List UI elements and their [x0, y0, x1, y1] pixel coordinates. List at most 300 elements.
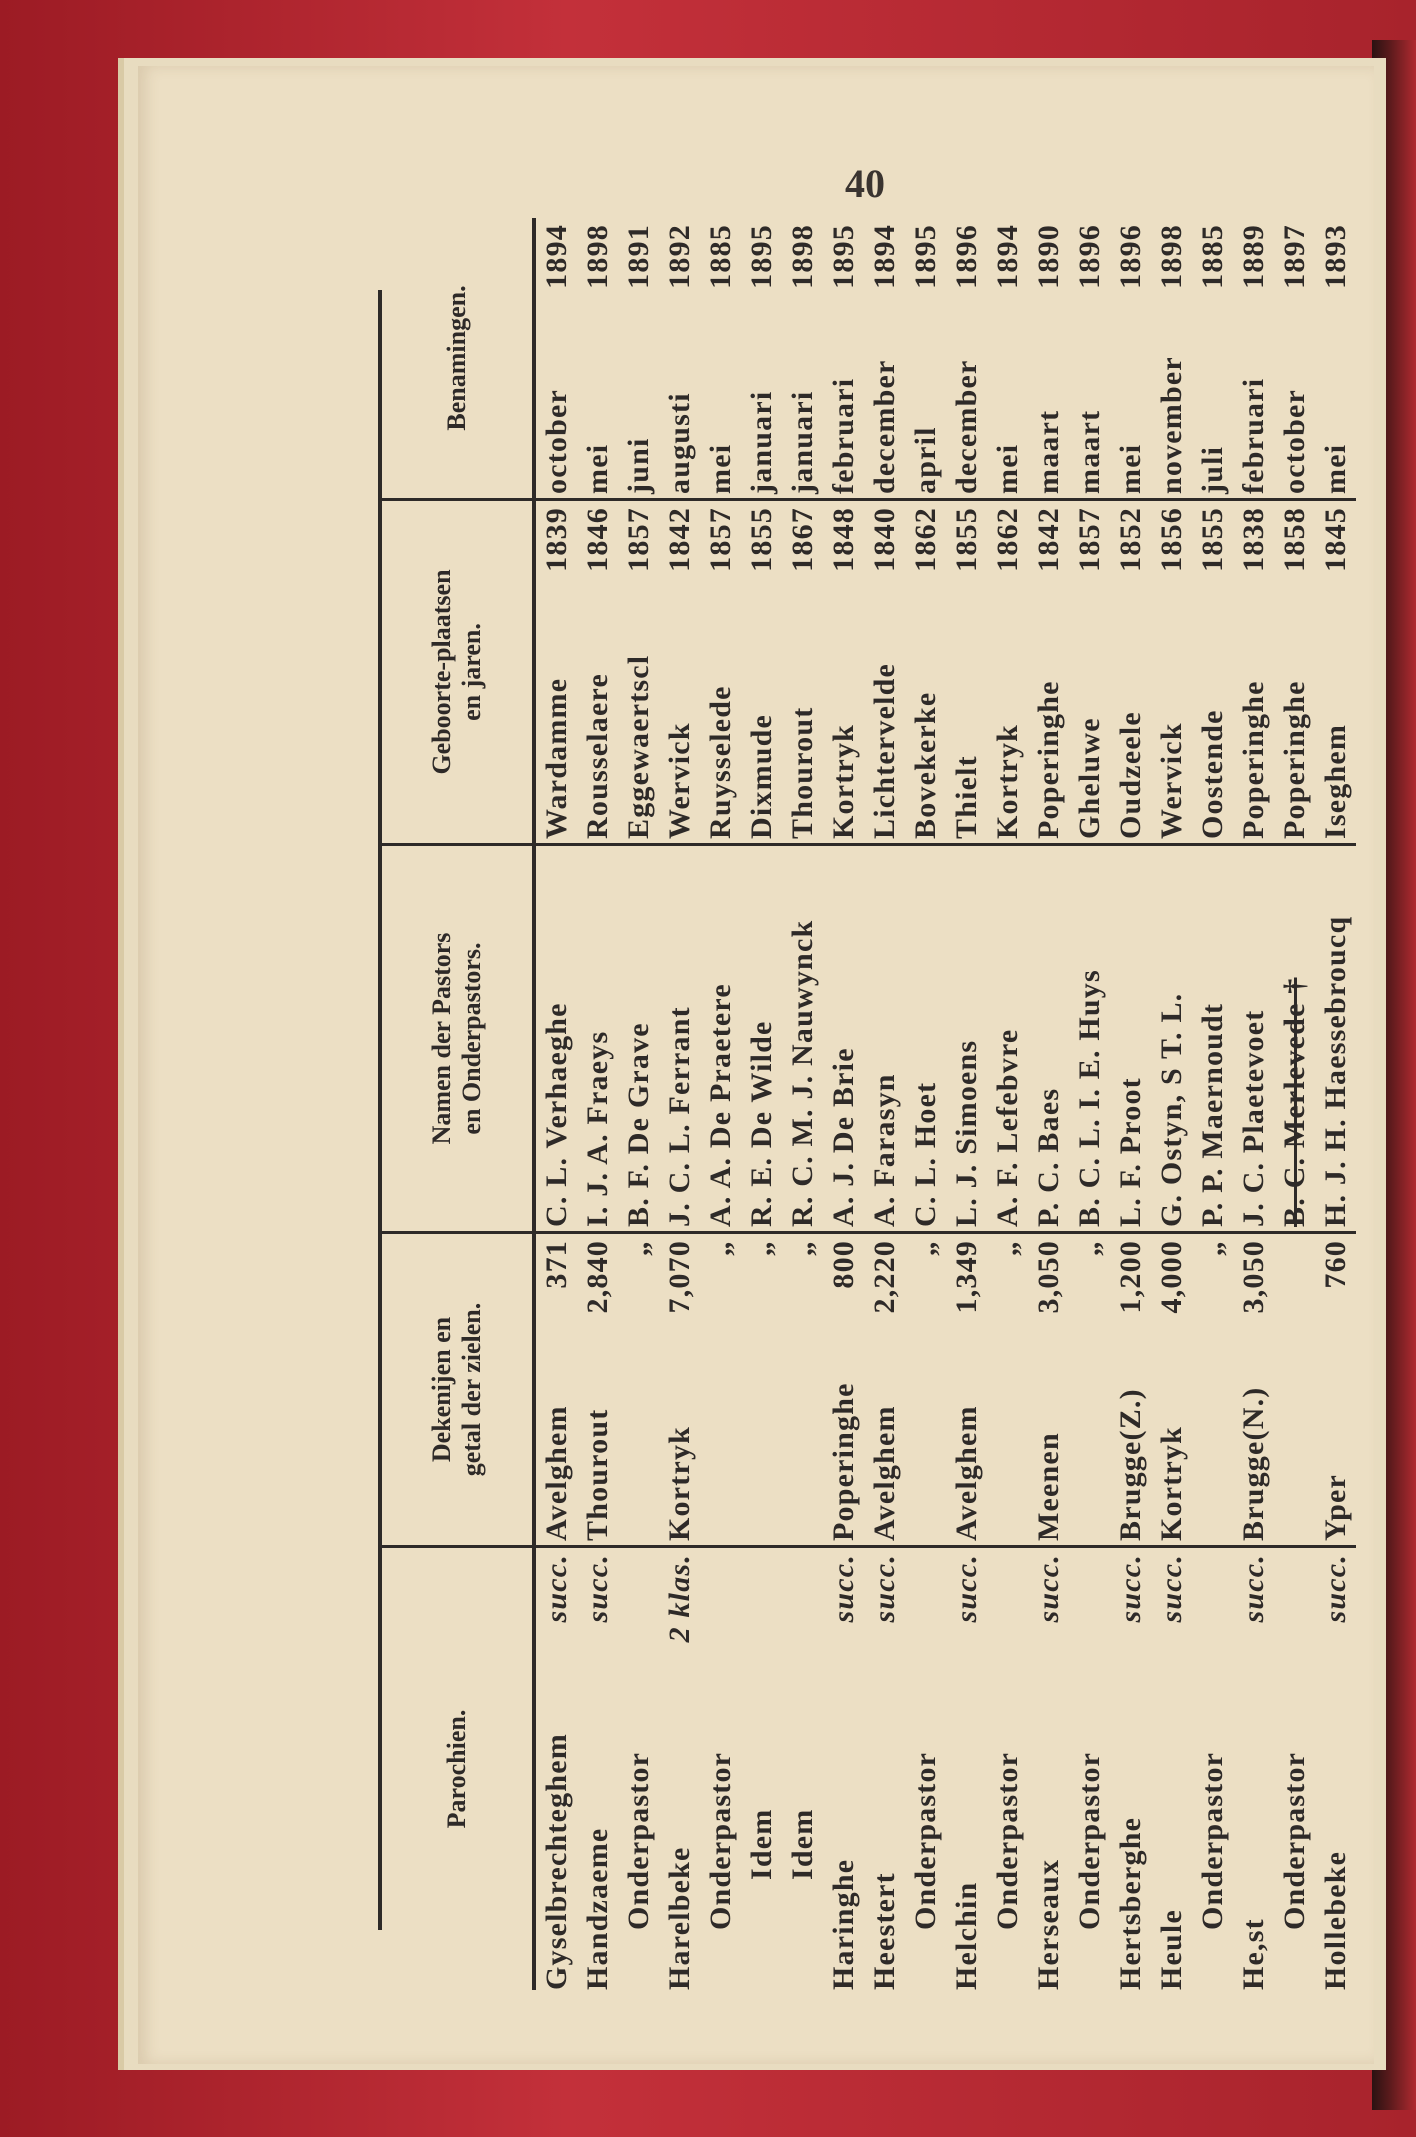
- parish-table: [382, 218, 1357, 1990]
- appointment-cell: [1192, 218, 1233, 501]
- birth-year: 1862: [909, 507, 942, 572]
- souls-count: 3,050: [1237, 1240, 1270, 1314]
- table-body: [536, 218, 1356, 1990]
- parish-class: [1069, 1548, 1110, 1554]
- table-row: [1315, 218, 1356, 1990]
- parish-class: [1274, 1548, 1315, 1554]
- parish-name: Hertsberghe: [1114, 1816, 1147, 1990]
- birth-year: 1842: [1032, 507, 1065, 572]
- table-row: [1151, 218, 1192, 1990]
- pastor-cell: [659, 846, 700, 1234]
- pastor-name: J. C. Plaetevoet: [1237, 1009, 1270, 1227]
- appointment-year: 1895: [745, 224, 778, 289]
- pastor-name: B. F. De Grave: [622, 1022, 655, 1227]
- parish-cell: [864, 1548, 905, 1990]
- appointment-month: mei: [581, 443, 614, 494]
- birthplace: Ruysselede: [704, 685, 737, 839]
- deanery-name: Poperinghe: [827, 1382, 860, 1541]
- pastor-name: R. C. M. J. Nauwynck: [786, 919, 819, 1227]
- pastor-name: B. C. L. I. E. Huys: [1073, 969, 1106, 1227]
- pastor-name: A. A. De Praetere: [704, 983, 737, 1227]
- deanery-cell: [1028, 1234, 1069, 1548]
- deanery-cell: [1069, 1234, 1110, 1548]
- appointment-cell: [1315, 218, 1356, 501]
- deanery-name: Meenen: [1032, 1432, 1065, 1541]
- deanery-cell: [700, 1234, 741, 1548]
- birth-cell: [618, 501, 659, 846]
- birth-year: 1857: [704, 507, 737, 572]
- birth-year: 1852: [1114, 507, 1147, 572]
- appointment-cell: [741, 218, 782, 501]
- birth-cell: [1192, 501, 1233, 846]
- parish-cell: [1069, 1548, 1110, 1990]
- parish-class: succ.: [1114, 1554, 1147, 1623]
- appointment-year: 1885: [1196, 224, 1229, 289]
- birth-cell: [536, 501, 577, 846]
- parish-cell: [905, 1548, 946, 1990]
- appointment-cell: [782, 218, 823, 501]
- souls-count: [1274, 1234, 1315, 1240]
- page-number: 40: [845, 161, 885, 206]
- souls-count: „: [1196, 1240, 1229, 1257]
- souls-count: „: [622, 1240, 655, 1257]
- appointment-cell: [618, 218, 659, 501]
- birth-cell: [1233, 501, 1274, 846]
- birth-cell: [782, 501, 823, 846]
- table-row: [1069, 218, 1110, 1990]
- birth-year: 1862: [991, 507, 1024, 572]
- table-row: [618, 218, 659, 1990]
- pastor-name: L. F. Proot: [1114, 1077, 1147, 1227]
- birthplace: Wervick: [1155, 722, 1188, 839]
- pastor-cell: [946, 846, 987, 1234]
- pastor-name: A. J. De Brie: [827, 1047, 860, 1227]
- deanery-cell: [536, 1234, 577, 1548]
- appointment-year: 1898: [1155, 224, 1188, 289]
- appointment-year: 1885: [704, 224, 737, 289]
- pastor-cell: [1151, 846, 1192, 1234]
- pastor-cell: [1274, 846, 1315, 1234]
- birth-cell: [700, 501, 741, 846]
- appointment-year: 1894: [540, 224, 573, 289]
- appointment-month: juli: [1196, 445, 1229, 494]
- souls-count: 1,349: [950, 1240, 983, 1314]
- pastor-cell: [1315, 846, 1356, 1234]
- birthplace: Rousselaere: [581, 673, 614, 839]
- pastor-name: H. J. H. Haessebroucq: [1319, 915, 1352, 1227]
- appointment-year: 1894: [991, 224, 1024, 289]
- deanery-name: Avelghem: [540, 1405, 573, 1541]
- header-text: Dekenijen en: [427, 1316, 456, 1463]
- birthplace: Poperinghe: [1278, 680, 1311, 839]
- pastor-cell: [700, 846, 741, 1234]
- header-text: Geboorte-plaatsen: [427, 569, 456, 775]
- appointment-cell: [536, 218, 577, 501]
- pastor-cell: [618, 846, 659, 1234]
- header-geboorte: [382, 501, 532, 846]
- deanery-name: Kortryk: [1155, 1425, 1188, 1541]
- souls-count: 2,840: [581, 1240, 614, 1314]
- souls-count: 1,200: [1114, 1240, 1147, 1314]
- parish-class: succ.: [1237, 1554, 1270, 1623]
- souls-count: „: [991, 1240, 1024, 1257]
- table-row: [987, 218, 1028, 1990]
- parish-class: succ.: [868, 1554, 901, 1623]
- pastor-name: I. J. A. Fraeys: [581, 1030, 614, 1227]
- pastor-cell: [577, 846, 618, 1234]
- parish-cell: [1315, 1548, 1356, 1990]
- appointment-month: april: [909, 426, 942, 494]
- appointment-month: mei: [991, 443, 1024, 494]
- birth-cell: [741, 501, 782, 846]
- header-benamingen: [382, 218, 532, 501]
- parish-cell: [700, 1548, 741, 1990]
- appointment-month: mei: [1114, 443, 1147, 494]
- appointment-year: 1894: [868, 224, 901, 289]
- parish-name: Onderpastor: [1196, 1751, 1229, 1930]
- deanery-cell: [1192, 1234, 1233, 1548]
- deanery-cell: [905, 1234, 946, 1548]
- deanery-name: [1069, 1256, 1110, 1545]
- appointment-month: october: [540, 388, 573, 494]
- deanery-cell: [1315, 1234, 1356, 1548]
- appointment-cell: [1274, 218, 1315, 501]
- table-row: [1233, 218, 1274, 1990]
- parish-cell: [741, 1548, 782, 1990]
- souls-count: „: [786, 1240, 819, 1257]
- souls-count: 4,000: [1155, 1240, 1188, 1314]
- parish-name: Handzaeme: [581, 1827, 614, 1990]
- pastor-name: C. L. Verhaeghe: [540, 1002, 573, 1227]
- table-row: [946, 218, 987, 1990]
- pastor-name: P. C. Baes: [1032, 1087, 1065, 1227]
- appointment-month: december: [950, 359, 983, 494]
- deanery-cell: [782, 1234, 823, 1548]
- parish-name: Gyselbrechteghem: [540, 1733, 573, 1990]
- parish-name: Onderpastor: [622, 1751, 655, 1930]
- appointment-year: 1892: [663, 224, 696, 289]
- deanery-name: [1274, 1240, 1315, 1545]
- birth-cell: [577, 501, 618, 846]
- appointment-month: maart: [1073, 409, 1106, 494]
- parish-class: succ.: [540, 1554, 573, 1623]
- deanery-cell: [577, 1234, 618, 1548]
- deanery-name: Yper: [1319, 1473, 1352, 1541]
- appointment-cell: [1069, 218, 1110, 501]
- birth-cell: [823, 501, 864, 846]
- pastor-cell: [987, 846, 1028, 1234]
- birth-year: 1858: [1278, 507, 1311, 572]
- deanery-cell: [987, 1234, 1028, 1548]
- parish-class: succ.: [827, 1554, 860, 1623]
- deanery-name: Brugge(N.): [1237, 1386, 1270, 1541]
- pastor-name: R. E. De Wilde: [745, 1020, 778, 1227]
- parish-class: [782, 1548, 823, 1554]
- pastor-cell: [782, 846, 823, 1234]
- pastor-cell: [1069, 846, 1110, 1234]
- appointment-month: februari: [827, 377, 860, 494]
- deanery-cell: [1233, 1234, 1274, 1548]
- table-row: [577, 218, 618, 1990]
- deanery-cell: [1274, 1234, 1315, 1548]
- table-row: [1192, 218, 1233, 1990]
- birth-year: 1840: [868, 507, 901, 572]
- appointment-cell: [946, 218, 987, 501]
- birth-year: 1845: [1319, 507, 1352, 572]
- birth-year: 1856: [1155, 507, 1188, 572]
- deanery-cell: [1151, 1234, 1192, 1548]
- birthplace: Thielt: [950, 755, 983, 839]
- appointment-month: mei: [1319, 443, 1352, 494]
- parish-name: Herseaux: [1032, 1858, 1065, 1990]
- birth-year: 1855: [950, 507, 983, 572]
- parish-class: succ.: [1032, 1554, 1065, 1623]
- parish-cell: [1233, 1548, 1274, 1990]
- pastor-name: J. C. L. Ferrant: [663, 1006, 696, 1227]
- birth-cell: [946, 501, 987, 846]
- parish-name: Hollebeke: [1319, 1850, 1352, 1990]
- souls-count: 800: [827, 1240, 860, 1289]
- birth-year: 1842: [663, 507, 696, 572]
- birth-year: 1867: [786, 507, 819, 572]
- appointment-cell: [905, 218, 946, 501]
- parish-name: He,st: [1237, 1918, 1270, 1990]
- birthplace: Iseghem: [1319, 723, 1352, 839]
- pastor-cell: [741, 846, 782, 1234]
- table-row: [782, 218, 823, 1990]
- deanery-name: Kortryk: [663, 1425, 696, 1541]
- parish-name: Idem: [786, 1808, 819, 1880]
- deanery-name: [782, 1256, 823, 1545]
- appointment-month: october: [1278, 388, 1311, 494]
- deanery-name: [741, 1256, 782, 1545]
- deanery-cell: [1110, 1234, 1151, 1548]
- deanery-name: [905, 1256, 946, 1545]
- parish-cell: [1274, 1548, 1315, 1990]
- header-namen: [382, 846, 532, 1234]
- souls-count: 760: [1319, 1240, 1352, 1289]
- parish-class: succ.: [581, 1554, 614, 1623]
- birthplace: Dixmude: [745, 713, 778, 839]
- parish-class: [741, 1548, 782, 1554]
- appointment-year: 1893: [1319, 224, 1352, 289]
- appointment-cell: [659, 218, 700, 501]
- parish-class: [905, 1548, 946, 1554]
- birth-year: 1846: [581, 507, 614, 572]
- birth-cell: [905, 501, 946, 846]
- appointment-month: januari: [786, 390, 819, 494]
- appointment-year: 1896: [1114, 224, 1147, 289]
- appointment-month: december: [868, 359, 901, 494]
- pastor-cell: [1028, 846, 1069, 1234]
- birth-cell: [864, 501, 905, 846]
- appointment-year: 1898: [581, 224, 614, 289]
- appointment-month: mei: [704, 443, 737, 494]
- appointment-cell: [1028, 218, 1069, 501]
- appointment-year: 1896: [950, 224, 983, 289]
- birthplace: Wervick: [663, 722, 696, 839]
- parish-name: Helchin: [950, 1881, 983, 1990]
- table-row: [864, 218, 905, 1990]
- parish-class: [700, 1548, 741, 1554]
- birth-year: 1855: [745, 507, 778, 572]
- appointment-year: 1895: [827, 224, 860, 289]
- appointment-month: juni: [622, 437, 655, 494]
- parish-cell: [946, 1548, 987, 1990]
- birth-cell: [1151, 501, 1192, 846]
- birthplace: Thourout: [786, 706, 819, 839]
- parish-class: [1192, 1548, 1233, 1554]
- appointment-month: januari: [745, 390, 778, 494]
- parish-name: Onderpastor: [704, 1751, 737, 1930]
- parish-class: [618, 1548, 659, 1554]
- parish-name: Onderpastor: [1073, 1751, 1106, 1930]
- parish-class: succ.: [1319, 1554, 1352, 1623]
- parish-class: succ.: [950, 1554, 983, 1623]
- pastor-cell: [1110, 846, 1151, 1234]
- birth-cell: [1274, 501, 1315, 846]
- birthplace: Lichtervelde: [868, 662, 901, 839]
- table-row: [659, 218, 700, 1990]
- header-text: getal der zielen.: [457, 1302, 486, 1477]
- parish-name: Idem: [745, 1808, 778, 1880]
- table-row: [741, 218, 782, 1990]
- parish-name: Harelbeke: [663, 1846, 696, 1990]
- birthplace: Poperinghe: [1032, 680, 1065, 839]
- souls-count: 2,220: [868, 1240, 901, 1314]
- birth-cell: [987, 501, 1028, 846]
- parish-cell: [782, 1548, 823, 1990]
- parish-cell: [1192, 1548, 1233, 1990]
- birth-cell: [1069, 501, 1110, 846]
- birth-cell: [1315, 501, 1356, 846]
- parish-cell: [659, 1548, 700, 1990]
- parish-class: 2 klas.: [663, 1554, 696, 1643]
- appointment-cell: [577, 218, 618, 501]
- table-row: [1274, 218, 1315, 1990]
- parish-cell: [987, 1548, 1028, 1990]
- parish-class: succ.: [1155, 1554, 1188, 1623]
- souls-count: „: [909, 1240, 942, 1257]
- table-row: [536, 218, 577, 1990]
- souls-count: 371: [540, 1240, 573, 1289]
- deanery-cell: [618, 1234, 659, 1548]
- parish-name: Haringhe: [827, 1858, 860, 1990]
- deanery-name: [1192, 1256, 1233, 1545]
- deanery-cell: [659, 1234, 700, 1548]
- birth-year: 1857: [622, 507, 655, 572]
- birth-year: 1848: [827, 507, 860, 572]
- pastor-name: B. C. Merlevede †: [1278, 977, 1311, 1227]
- deanery-name: Thourout: [581, 1408, 614, 1541]
- appointment-year: 1897: [1278, 224, 1311, 289]
- deanery-name: Avelghem: [868, 1405, 901, 1541]
- souls-count: „: [1073, 1240, 1106, 1257]
- header-parochien: [382, 1548, 532, 1990]
- birthplace: Poperinghe: [1237, 680, 1270, 839]
- parish-cell: [1151, 1548, 1192, 1990]
- birth-year: 1857: [1073, 507, 1106, 572]
- appointment-year: 1896: [1073, 224, 1106, 289]
- table-row: [700, 218, 741, 1990]
- header-text: en Onderpastors.: [457, 942, 486, 1135]
- pastor-name: L. J. Simoens: [950, 1039, 983, 1227]
- parish-class: [987, 1548, 1028, 1554]
- birthplace: Kortryk: [827, 723, 860, 839]
- pastor-cell: [823, 846, 864, 1234]
- souls-count: „: [704, 1240, 737, 1257]
- souls-count: 7,070: [663, 1240, 696, 1314]
- birth-year: 1839: [540, 507, 573, 572]
- parish-cell: [1110, 1548, 1151, 1990]
- birth-cell: [1110, 501, 1151, 846]
- parish-cell: [536, 1548, 577, 1990]
- pastor-name: C. L. Hoet: [909, 1081, 942, 1227]
- deanery-cell: [946, 1234, 987, 1548]
- deanery-cell: [823, 1234, 864, 1548]
- header-text: Namen der Pastors: [427, 932, 456, 1145]
- deanery-cell: [864, 1234, 905, 1548]
- table-row: [1110, 218, 1151, 1990]
- appointment-year: 1891: [622, 224, 655, 289]
- parish-cell: [823, 1548, 864, 1990]
- birth-year: 1838: [1237, 507, 1270, 572]
- appointment-year: 1898: [786, 224, 819, 289]
- pastor-cell: [905, 846, 946, 1234]
- top-rule: [378, 290, 382, 1930]
- deanery-name: [700, 1256, 741, 1545]
- birth-cell: [659, 501, 700, 846]
- parish-name: Onderpastor: [909, 1751, 942, 1930]
- parish-name: Onderpastor: [991, 1751, 1024, 1930]
- appointment-cell: [1110, 218, 1151, 501]
- pastor-cell: [536, 846, 577, 1234]
- pastor-name: A. Farasyn: [868, 1073, 901, 1227]
- parish-cell: [1028, 1548, 1069, 1990]
- birthplace: Bovekerke: [909, 691, 942, 839]
- parish-name: Heestert: [868, 1872, 901, 1990]
- appointment-month: augusti: [663, 392, 696, 494]
- pastor-cell: [864, 846, 905, 1234]
- birthplace: Kortryk: [991, 723, 1024, 839]
- souls-count: 3,050: [1032, 1240, 1065, 1314]
- header-dekenijen: [382, 1234, 532, 1548]
- pastor-cell: [1192, 846, 1233, 1234]
- birthplace: Eggewaertscl: [622, 654, 655, 839]
- souls-count: „: [745, 1240, 778, 1257]
- appointment-month: februari: [1237, 377, 1270, 494]
- birthplace: Oostende: [1196, 709, 1229, 839]
- appointment-cell: [1151, 218, 1192, 501]
- table-row: [1028, 218, 1069, 1990]
- deanery-name: [987, 1256, 1028, 1545]
- deanery-name: Brugge(Z.): [1114, 1388, 1147, 1541]
- header-text: Benamingen.: [442, 285, 471, 431]
- pastor-name: P. P. Maernoudt: [1196, 1002, 1229, 1227]
- appointment-month: maart: [1032, 409, 1065, 494]
- pastor-name: A. F. Lefebvre: [991, 1028, 1024, 1227]
- appointment-year: 1890: [1032, 224, 1065, 289]
- header-text: Parochien.: [442, 1709, 471, 1829]
- birth-cell: [1028, 501, 1069, 846]
- appointment-cell: [1233, 218, 1274, 501]
- deanery-name: [618, 1256, 659, 1545]
- header-text: en jaren.: [457, 623, 486, 721]
- parish-name: Onderpastor: [1278, 1751, 1311, 1930]
- parish-cell: [577, 1548, 618, 1990]
- deanery-cell: [741, 1234, 782, 1548]
- appointment-cell: [987, 218, 1028, 501]
